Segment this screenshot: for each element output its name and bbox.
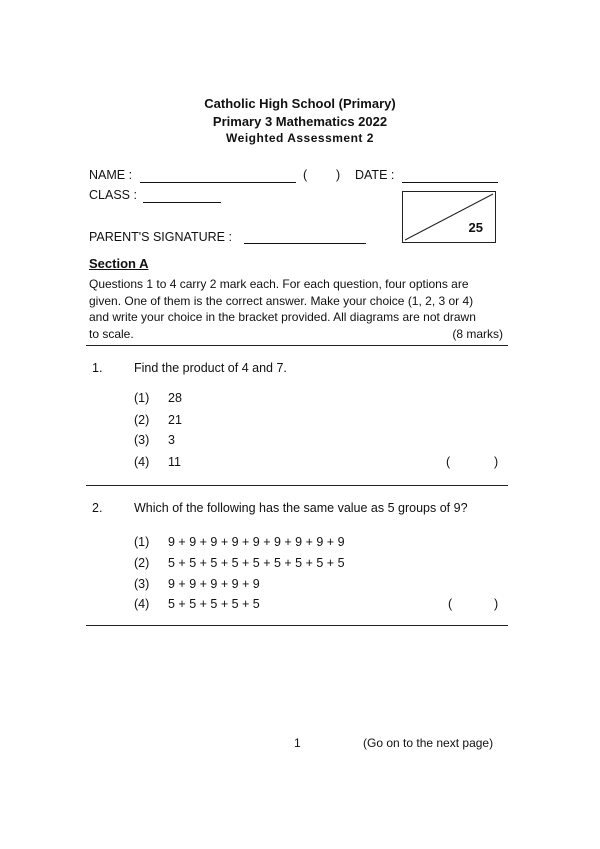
option-item [134,597,260,611]
option-number: (1) [134,391,150,405]
option-number: (4) [134,597,150,611]
option-text: 3 [168,433,175,447]
option-item [134,413,182,427]
next-page-note: (Go on to the next page) [363,736,494,750]
option-text: 5 + 5 + 5 + 5 + 5 + 5 + 5 + 5 + 5 [168,556,345,570]
option-text: 11 [168,455,181,469]
option-item [134,535,345,549]
answer-bracket-open: ( [446,455,451,469]
answer-field[interactable] [454,594,492,614]
instructions-line-3: and write your choice in the bracket provided. All diagrams are not drawn [89,310,476,324]
register-paren-close: ) [336,168,341,182]
instructions-line-2: given. One of them is the correct answer. Make your choice (1, 2, 3 or 4) [89,293,474,308]
total-marks: 25 [468,220,483,235]
option-number: (4) [134,455,150,469]
name-label: NAME : [89,168,133,182]
option-text: 9 + 9 + 9 + 9 + 9 + 9 + 9 + 9 + 9 [168,535,345,549]
class-field[interactable] [143,202,221,203]
option-text: 5 + 5 + 5 + 5 + 5 [168,597,260,611]
date-label: DATE : [355,168,395,182]
question-text: Find the product of 4 and 7. [134,361,287,375]
instructions-line-1: Questions 1 to 4 carry 2 mark each. For each question, four options are [89,277,469,291]
option-text: 9 + 9 + 9 + 9 + 9 [168,577,260,591]
option-item [134,433,175,447]
date-field[interactable] [402,182,498,183]
class-label: CLASS : [89,188,137,202]
divider [86,625,508,626]
section-instructions [89,276,503,342]
assessment-title: Weighted Assessment 2 [226,131,374,145]
answer-bracket-close: ) [494,597,499,611]
option-item [134,391,182,405]
school-name: Catholic High School (Primary) [204,96,396,111]
option-number: (3) [134,433,150,447]
answer-bracket-close: ) [494,455,499,469]
section-marks: (8 marks) [452,326,503,341]
instructions-line-4 [89,326,503,343]
section-title: Section A [89,256,149,271]
answer-bracket-open: ( [448,597,453,611]
question-number: 2. [92,501,103,515]
answer-field[interactable] [452,452,492,472]
subject-title: Primary 3 Mathematics 2022 [212,114,388,129]
question-text: Which of the following has the same value as 5 groups of 9? [134,501,468,515]
option-text: 28 [168,391,182,405]
register-paren-open: ( [303,168,308,182]
divider [86,345,508,346]
question-number: 1. [92,361,103,375]
option-text: 21 [168,413,182,427]
option-item [134,577,260,591]
divider [86,485,508,486]
option-number: (2) [134,413,150,427]
option-number: (2) [134,556,150,570]
parent-signature-label: PARENT'S SIGNATURE : [89,230,232,244]
score-box [402,191,496,243]
page-number: 1 [294,736,301,750]
option-number: (1) [134,535,150,549]
instructions-line-4-text: to scale. [89,326,134,341]
parent-signature-field[interactable] [244,243,366,244]
option-number: (3) [134,577,150,591]
option-item [134,455,181,469]
option-item [134,556,345,570]
name-field[interactable] [140,182,296,183]
